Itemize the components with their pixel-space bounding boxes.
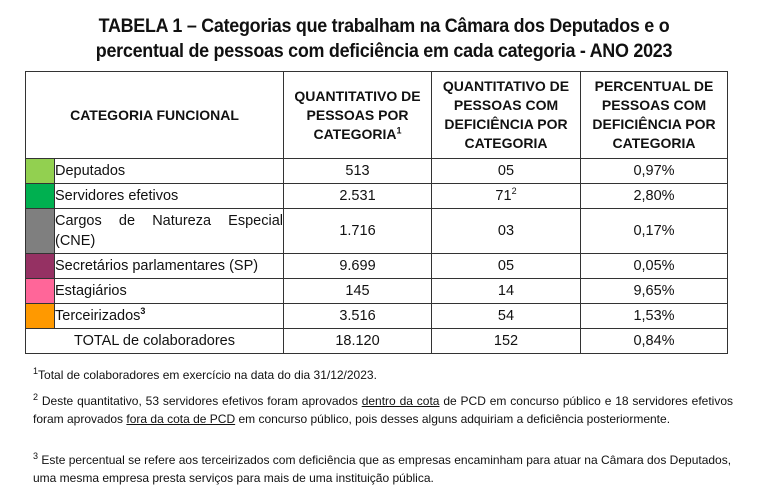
categories-table — [25, 71, 728, 354]
pcd-quantity-cell: 14 — [432, 279, 581, 304]
category-color-swatch — [26, 159, 55, 184]
category-name: Cargos de Natureza Especial (CNE) — [55, 209, 284, 254]
title-line-1: TABELA 1 – Categorias que trabalham na Câmara dos Deputados e o — [98, 15, 670, 37]
header-pcd-percent: PERCENTUAL DE PESSOAS COM DEFICIÊNCIA POR CATEGORIA — [581, 72, 728, 159]
quantity-cell: 3.516 — [284, 304, 432, 329]
category-name: Deputados — [55, 159, 284, 184]
table-row — [26, 209, 728, 254]
pcd-percent-cell: 9,65% — [581, 279, 728, 304]
category-color-swatch — [26, 184, 55, 209]
pcd-percent-cell: 2,80% — [581, 184, 728, 209]
quantity-cell: 513 — [284, 159, 432, 184]
total-pcd-quantity: 152 — [432, 329, 581, 354]
table-row — [26, 159, 728, 184]
table-row — [26, 184, 728, 209]
pcd-percent-cell: 0,17% — [581, 209, 728, 254]
total-pcd-percent: 0,84% — [581, 329, 728, 354]
header-category: CATEGORIA FUNCIONAL — [26, 72, 284, 159]
total-quantity: 18.120 — [284, 329, 432, 354]
category-name: Servidores efetivos — [55, 184, 284, 209]
table-row — [26, 279, 728, 304]
category-name: Secretários parlamentares (SP) — [55, 254, 284, 279]
pcd-percent-cell: 1,53% — [581, 304, 728, 329]
category-color-swatch — [26, 254, 55, 279]
total-row — [26, 329, 728, 354]
pcd-quantity-cell: 03 — [432, 209, 581, 254]
category-name: Estagiários — [55, 279, 284, 304]
pcd-percent-cell: 0,05% — [581, 254, 728, 279]
total-label: TOTAL de colaboradores — [26, 329, 284, 354]
pcd-quantity-cell: 05 — [432, 159, 581, 184]
pcd-percent-cell: 0,97% — [581, 159, 728, 184]
pcd-quantity-cell: 05 — [432, 254, 581, 279]
table-title — [31, 14, 738, 64]
table-row — [26, 304, 728, 329]
quantity-cell: 9.699 — [284, 254, 432, 279]
quantity-cell: 2.531 — [284, 184, 432, 209]
category-name: Terceirizados$^3$ — [55, 304, 284, 329]
header-quantity: QUANTITATIVO DE PESSOAS POR CATEGORIA$^1$ — [284, 72, 432, 159]
quantity-cell: 145 — [284, 279, 432, 304]
header-row — [26, 72, 728, 159]
footnote-2: $^2$ Deste quantitativo, 53 servidores efetivos foram aprovados dentro da cota de PCD em concurso público e 18 servidores efetivos foram aprovados fora da cota de PCD em concurso público, pois desses alguns adquiriam a deficiência posteriormente. — [33, 392, 734, 426]
footnote-1: $^1$Total de colaboradores em exercício na data do dia 31/12/2023. — [33, 366, 377, 382]
category-color-swatch — [26, 304, 55, 329]
pcd-quantity-cell: 54 — [432, 304, 581, 329]
quantity-cell: 1.716 — [284, 209, 432, 254]
category-color-swatch — [26, 209, 55, 254]
header-pcd-quantity: QUANTITATIVO DE PESSOAS COM DEFICIÊNCIA POR CATEGORIA — [432, 72, 581, 159]
table-row — [26, 254, 728, 279]
footnote-3: $^3$ Este percentual se refere aos terceirizados com deficiência que as empresas encaminham para atuar na Câmara dos Deputados, uma mesma empresa presta serviços para mais de uma instituição pública. — [33, 451, 732, 485]
title-line-2: percentual de pessoas com deficiência em cada categoria - ANO 2023 — [95, 40, 673, 62]
pcd-quantity-cell: $71^2$ — [432, 184, 581, 209]
category-color-swatch — [26, 279, 55, 304]
